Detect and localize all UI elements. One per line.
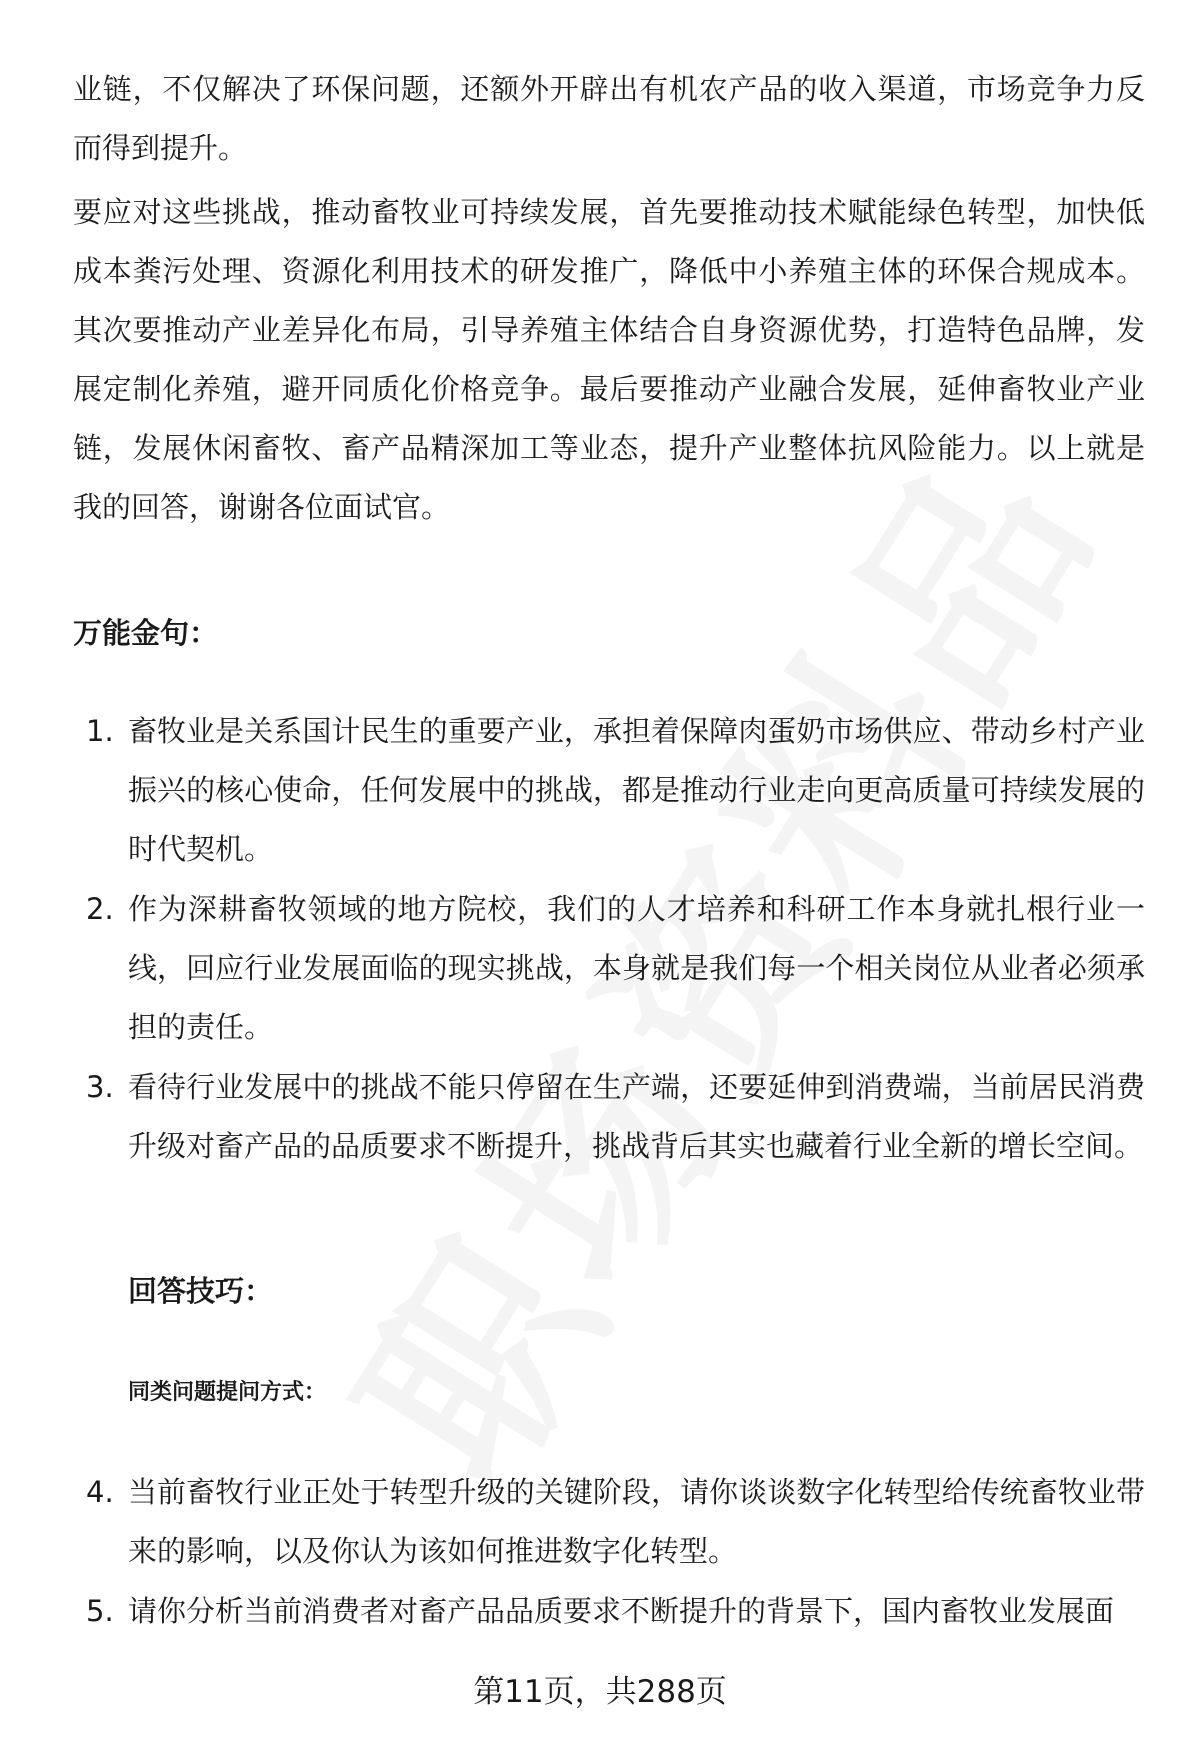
list-item [73,880,1145,1057]
list-item [73,1582,1145,1641]
list-text: 当前畜牧行业正处于转型升级的关键阶段，请你谈谈数字化转型给传统畜牧业带来的影响，以及你认为该如何推进数字化转型。 [128,1475,1145,1568]
paragraph-1: 业链，不仅解决了环保问题，还额外开辟出有机农产品的收入渠道，市场竞争力反而得到提升。 [73,72,1145,165]
list-item [73,1463,1145,1581]
list-number: 5. [86,1594,114,1628]
list-item [73,1058,1145,1176]
golden-sentences-heading: 万能金句： [73,616,219,650]
list-number: 3. [86,1070,114,1104]
list-number: 2. [86,892,114,926]
list-number: 4. [86,1475,114,1509]
similar-questions-subheading: 同类问题提问方式： [128,1380,327,1405]
list-text: 看待行业发展中的挑战不能只停留在生产端，还要延伸到消费端，当前居民消费升级对畜产品的品质要求不断提升，挑战背后其实也藏着行业全新的增长空间。 [128,1070,1145,1163]
list-text: 作为深耕畜牧领域的地方院校，我们的人才培养和科研工作本身就扎根行业一线，回应行业发展面临的现实挑战，本身就是我们每一个相关岗位从业者必须承担的责任。 [128,892,1145,1044]
list-item [73,702,1145,879]
page-number-footer: 第11页，共288页 [473,1674,727,1710]
list-text: 请你分析当前消费者对畜产品品质要求不断提升的背景下，国内畜牧业发展面 [128,1594,1115,1628]
list-number: 1. [86,714,114,748]
paragraph-2: 要应对这些挑战，推动畜牧业可持续发展，首先要推动技术赋能绿色转型，加快低成本粪污处理、资源化利用技术的研发推广，降低中小养殖主体的环保合规成本。其次要推动产业差异化布局，引导养殖主体结合自身资源优势，打造特色品牌，发展定制化养殖，避开同质化价格竞争。最后要推动产业融合发展，延伸畜牧业产业链，发展休闲畜牧、畜产品精深加工等业态，提升产业整体抗风险能力。以上就是我的回答，谢谢各位面试官。 [73,195,1145,524]
list-text: 畜牧业是关系国计民生的重要产业，承担着保障肉蛋奶市场供应、带动乡村产业振兴的核心使命，任何发展中的挑战，都是推动行业走向更高质量可持续发展的时代契机。 [128,714,1145,866]
answer-tips-heading: 回答技巧： [128,1274,274,1308]
